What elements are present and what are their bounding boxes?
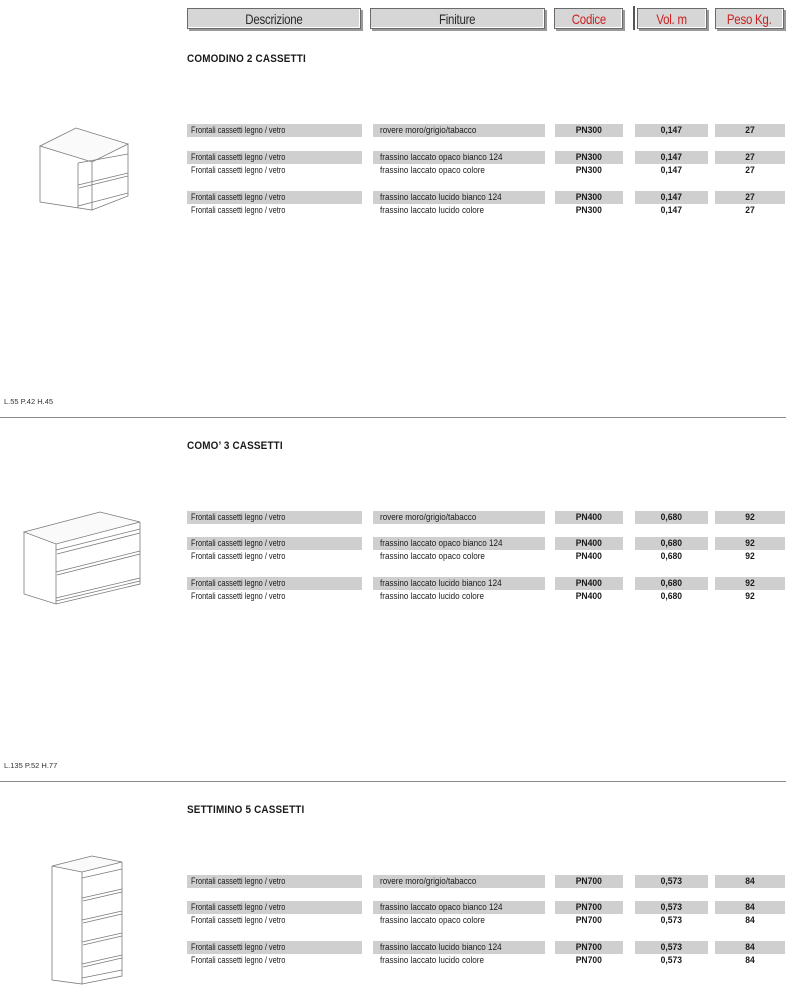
- table-row: [0, 577, 790, 590]
- row-volume: 0,680: [635, 537, 708, 550]
- row-code: PN700: [555, 875, 623, 888]
- row-volume: 0,680: [660, 591, 683, 601]
- row-description: Frontali cassetti legno / vetro: [187, 875, 362, 888]
- row-volume: 0,147: [660, 205, 683, 215]
- section-title: COMODINO 2 CASSETTI: [187, 53, 306, 65]
- row-volume: 0,573: [660, 955, 683, 965]
- row-description: Frontali cassetti legno / vetro: [191, 591, 286, 601]
- row-weight: 27: [745, 205, 755, 215]
- header-vol: Vol. m: [637, 8, 707, 29]
- header-descrizione: Descrizione: [187, 8, 361, 29]
- row-volume: 0,147: [635, 124, 708, 137]
- row-description: Frontali cassetti legno / vetro: [187, 577, 362, 590]
- row-code: PN300: [555, 191, 623, 204]
- table-row: [0, 537, 790, 550]
- row-finish: frassino laccato lucido colore: [380, 591, 485, 601]
- row-finish: frassino laccato lucido bianco 124: [373, 577, 545, 590]
- row-code: PN700: [575, 915, 603, 925]
- row-weight: 84: [745, 915, 755, 925]
- row-description: Frontali cassetti legno / vetro: [187, 537, 362, 550]
- row-volume: 0,147: [635, 191, 708, 204]
- row-finish: rovere moro/grigio/tabacco: [373, 124, 545, 137]
- row-weight: 92: [715, 511, 785, 524]
- row-finish: frassino laccato lucido bianco 124: [373, 191, 545, 204]
- row-finish: frassino laccato lucido colore: [380, 205, 485, 215]
- table-row: [0, 550, 790, 563]
- section-divider: [0, 781, 786, 782]
- table-row: [0, 511, 790, 524]
- row-description: Frontali cassetti legno / vetro: [187, 151, 362, 164]
- row-code: PN300: [555, 151, 623, 164]
- row-weight: 92: [745, 551, 755, 561]
- table-row: [0, 590, 790, 603]
- header-divider: [633, 6, 635, 30]
- row-description: Frontali cassetti legno / vetro: [187, 941, 362, 954]
- row-volume: 0,573: [660, 915, 683, 925]
- table-row: [0, 204, 790, 217]
- row-volume: 0,573: [635, 875, 708, 888]
- header-finiture: Finiture: [370, 8, 545, 29]
- row-volume: 0,573: [635, 901, 708, 914]
- row-code: PN700: [555, 941, 623, 954]
- dimensions-label: L.55 P.42 H.45: [4, 397, 54, 406]
- row-code: PN400: [575, 591, 603, 601]
- section-title: SETTIMINO 5 CASSETTI: [187, 804, 305, 816]
- row-weight: 27: [715, 191, 785, 204]
- row-code: PN700: [555, 901, 623, 914]
- table-row: [0, 914, 790, 927]
- row-code: PN300: [555, 124, 623, 137]
- row-code: PN300: [575, 205, 603, 215]
- row-description: Frontali cassetti legno / vetro: [187, 124, 362, 137]
- row-volume: 0,147: [635, 151, 708, 164]
- table-row: [0, 941, 790, 954]
- row-description: Frontali cassetti legno / vetro: [187, 191, 362, 204]
- row-finish: frassino laccato opaco bianco 124: [373, 537, 545, 550]
- row-description: Frontali cassetti legno / vetro: [191, 955, 286, 965]
- row-weight: 84: [715, 875, 785, 888]
- row-code: PN400: [555, 511, 623, 524]
- row-weight: 27: [715, 124, 785, 137]
- row-volume: 0,573: [635, 941, 708, 954]
- row-description: Frontali cassetti legno / vetro: [191, 165, 286, 175]
- row-weight: 27: [745, 165, 755, 175]
- row-code: PN400: [555, 577, 623, 590]
- row-weight: 92: [745, 591, 755, 601]
- row-description: Frontali cassetti legno / vetro: [191, 915, 286, 925]
- row-finish: rovere moro/grigio/tabacco: [373, 511, 545, 524]
- header-codice: Codice: [554, 8, 623, 29]
- row-code: PN700: [575, 955, 603, 965]
- row-volume: 0,680: [635, 511, 708, 524]
- row-finish: frassino laccato lucido bianco 124: [373, 941, 545, 954]
- row-finish: frassino laccato opaco bianco 124: [373, 901, 545, 914]
- row-code: PN400: [555, 537, 623, 550]
- row-code: PN400: [575, 551, 603, 561]
- row-finish: frassino laccato opaco colore: [380, 915, 485, 925]
- row-finish: frassino laccato opaco colore: [380, 165, 485, 175]
- row-weight: 84: [715, 901, 785, 914]
- row-finish: frassino laccato opaco bianco 124: [373, 151, 545, 164]
- row-volume: 0,680: [660, 551, 683, 561]
- row-weight: 84: [715, 941, 785, 954]
- row-weight: 27: [715, 151, 785, 164]
- row-description: Frontali cassetti legno / vetro: [187, 901, 362, 914]
- table-row: [0, 875, 790, 888]
- table-row: [0, 124, 790, 137]
- header-peso: Peso Kg.: [715, 8, 784, 29]
- row-finish: rovere moro/grigio/tabacco: [373, 875, 545, 888]
- row-weight: 92: [715, 537, 785, 550]
- row-description: Frontali cassetti legno / vetro: [187, 511, 362, 524]
- row-weight: 84: [745, 955, 755, 965]
- table-row: [0, 151, 790, 164]
- dimensions-label: L.135 P.52 H.77: [4, 761, 58, 770]
- table-row: [0, 164, 790, 177]
- row-volume: 0,147: [660, 165, 683, 175]
- section-title: COMO’ 3 CASSETTI: [187, 440, 283, 452]
- table-row: [0, 901, 790, 914]
- table-row: [0, 191, 790, 204]
- row-description: Frontali cassetti legno / vetro: [191, 551, 286, 561]
- row-finish: frassino laccato lucido colore: [380, 955, 485, 965]
- section-divider: [0, 417, 786, 418]
- row-description: Frontali cassetti legno / vetro: [191, 205, 286, 215]
- row-finish: frassino laccato opaco colore: [380, 551, 485, 561]
- table-row: [0, 954, 790, 967]
- row-weight: 92: [715, 577, 785, 590]
- row-code: PN300: [575, 165, 603, 175]
- row-volume: 0,680: [635, 577, 708, 590]
